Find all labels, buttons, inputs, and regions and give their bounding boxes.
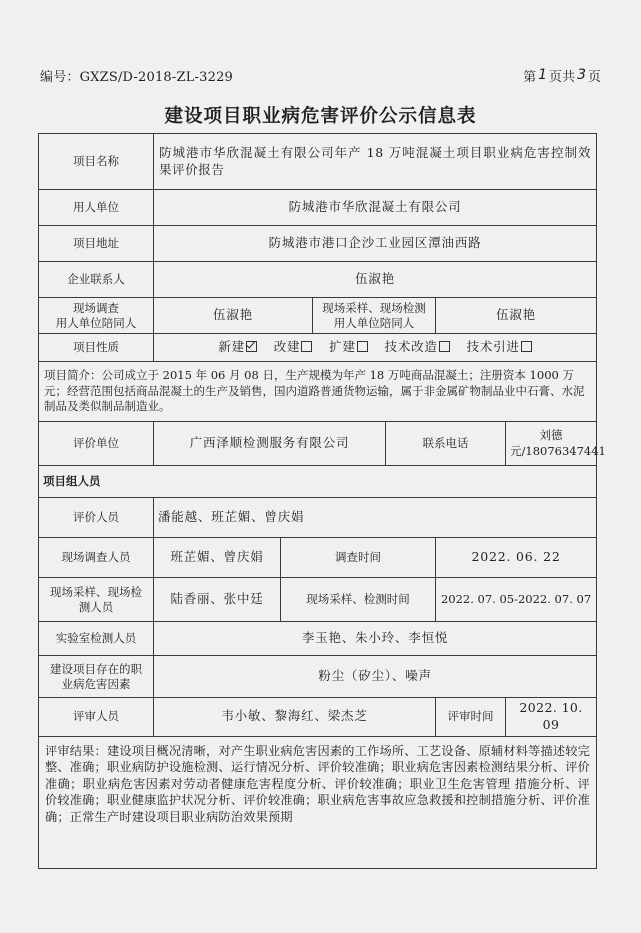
- sampling-escort-value: 伍淑艳: [436, 298, 597, 334]
- page-suffix: 页: [587, 69, 601, 85]
- reviewers-label: 评审人员: [39, 698, 154, 737]
- sampling-label: 现场采样、现场检 测人员: [39, 578, 154, 622]
- row-survey-escort: [39, 298, 597, 334]
- option-new: [218, 339, 257, 354]
- eval-unit-label: 评价单位: [39, 422, 154, 466]
- option-tech-import-label: 技术引进: [466, 339, 520, 355]
- evaluators-label: 评价人员: [39, 498, 154, 538]
- row-intro: [39, 362, 597, 422]
- phone-value: 刘德元/18076347441: [506, 422, 597, 466]
- survey-time-label: 调查时间: [281, 538, 436, 578]
- row-lab: [39, 622, 597, 656]
- review-time-value: 2022. 10. 09: [506, 698, 597, 737]
- review-time-label: 评审时间: [436, 698, 506, 737]
- checkbox-empty-icon: [301, 341, 312, 352]
- address-label: 项目地址: [39, 226, 154, 262]
- contact-label: 企业联系人: [39, 262, 154, 298]
- survey-time-value: 2022. 06. 22: [436, 538, 597, 578]
- page-mid: 页共: [549, 69, 576, 85]
- row-employer: [39, 190, 597, 226]
- sampling-time-value: 2022. 07. 05-2022. 07. 07: [436, 578, 597, 622]
- nature-options: [154, 334, 597, 362]
- sampling-escort-label: 现场采样、现场检测 用人单位陪同人: [313, 298, 436, 334]
- page-prefix: 第: [523, 69, 537, 85]
- row-evaluators: [39, 498, 597, 538]
- row-nature: [39, 334, 597, 362]
- page-total: 3: [577, 67, 586, 83]
- page-title: 建设项目职业病危害评价公示信息表: [164, 106, 477, 127]
- page-current: 1: [538, 67, 548, 83]
- project-intro: 项目简介：公司成立于 2015 年 06 月 08 日，生产规模为年产 18 万吨商品混凝土；注册资本 1000 万元；经营范围包括商品混凝土的生产及销售，国内道路普通货物运输，属于非金属矿物制品业中石膏、水泥制品及类似制品制造业。: [39, 362, 597, 422]
- project-name-value: 防城港市华欣混凝土有限公司年产 18 万吨混凝土项目职业病危害控制效果评价报告: [154, 134, 597, 190]
- lab-value: 李玉艳、朱小玲、李恒悦: [154, 622, 597, 656]
- survey-escort-value: 伍淑艳: [154, 298, 313, 334]
- survey-label: 现场调查人员: [39, 538, 154, 578]
- row-reviewers: [39, 698, 597, 737]
- checkbox-empty-icon: [357, 341, 368, 352]
- page-header: [40, 62, 601, 88]
- hazards-value: 粉尘（矽尘）、噪声: [154, 656, 597, 698]
- document-number: 编号：GXZS/D-2018-ZL-3229: [40, 69, 234, 85]
- row-hazards: [39, 656, 597, 698]
- row-project-name: [39, 134, 597, 190]
- option-rebuild: [274, 339, 313, 354]
- row-sampling: [39, 578, 597, 622]
- page-counter: [523, 66, 601, 85]
- project-name-label: 项目名称: [39, 134, 154, 190]
- checkbox-empty-icon: [439, 341, 450, 352]
- row-address: [39, 226, 597, 262]
- survey-escort-label: 现场调查 用人单位陪同人: [39, 298, 154, 334]
- option-expand-label: 扩建: [329, 339, 356, 355]
- lab-label: 实验室检测人员: [39, 622, 154, 656]
- row-review-result: [39, 736, 597, 868]
- sampling-time-label: 现场采样、检测时间: [281, 578, 436, 622]
- checkbox-checked-icon: [246, 341, 257, 352]
- option-tech-import: [467, 339, 532, 354]
- contact-value: 伍淑艳: [154, 262, 597, 298]
- option-tech-upgrade: [385, 339, 450, 354]
- option-tech-upgrade-label: 技术改造: [384, 339, 438, 355]
- hazards-label: 建设项目存在的职 业病危害因素: [39, 656, 154, 698]
- eval-unit-value: 广西泽顺检测服务有限公司: [154, 422, 386, 466]
- employer-label: 用人单位: [39, 190, 154, 226]
- row-contact: [39, 262, 597, 298]
- row-team-header: [39, 466, 597, 498]
- option-rebuild-label: 改建: [273, 339, 301, 355]
- row-eval-unit: [39, 422, 597, 466]
- survey-value: 班芷媚、曾庆娟: [154, 538, 281, 578]
- row-survey: [39, 538, 597, 578]
- info-table: [38, 133, 606, 869]
- reviewers-value: 韦小敏、黎海红、梁杰芝: [154, 698, 436, 737]
- nature-label: 项目性质: [39, 334, 154, 362]
- option-new-label: 新建: [218, 339, 245, 355]
- phone-label: 联系电话: [386, 422, 506, 466]
- checkbox-empty-icon: [521, 341, 532, 352]
- review-result: 评审结果：建设项目概况清晰，对产生职业病危害因素的工作场所、工艺设备、原辅材料等描述较完整、准确；职业病防护设施检测、运行情况分析、评价较准确；职业病危害因素检测结果分析、评价准确；职业病危害因素对劳动者健康危害程度分析、评价较准确；职业卫生危害管理 措施分析、评价较准确；职业健康监护状况分析、评价较准确；职业病危害事故应急救援和控制措施分析、评价准确；正常生产时建设项目职业病防治效果预期: [39, 736, 597, 868]
- sampling-value: 陆香丽、张中廷: [154, 578, 281, 622]
- evaluators-value: 潘能越、班芷媚、曾庆娟: [154, 498, 597, 538]
- employer-value: 防城港市华欣混凝土有限公司: [154, 190, 597, 226]
- address-value: 防城港市港口企沙工业园区潭油西路: [154, 226, 597, 262]
- team-header: 项目组人员: [39, 466, 597, 498]
- option-expand: [329, 339, 368, 354]
